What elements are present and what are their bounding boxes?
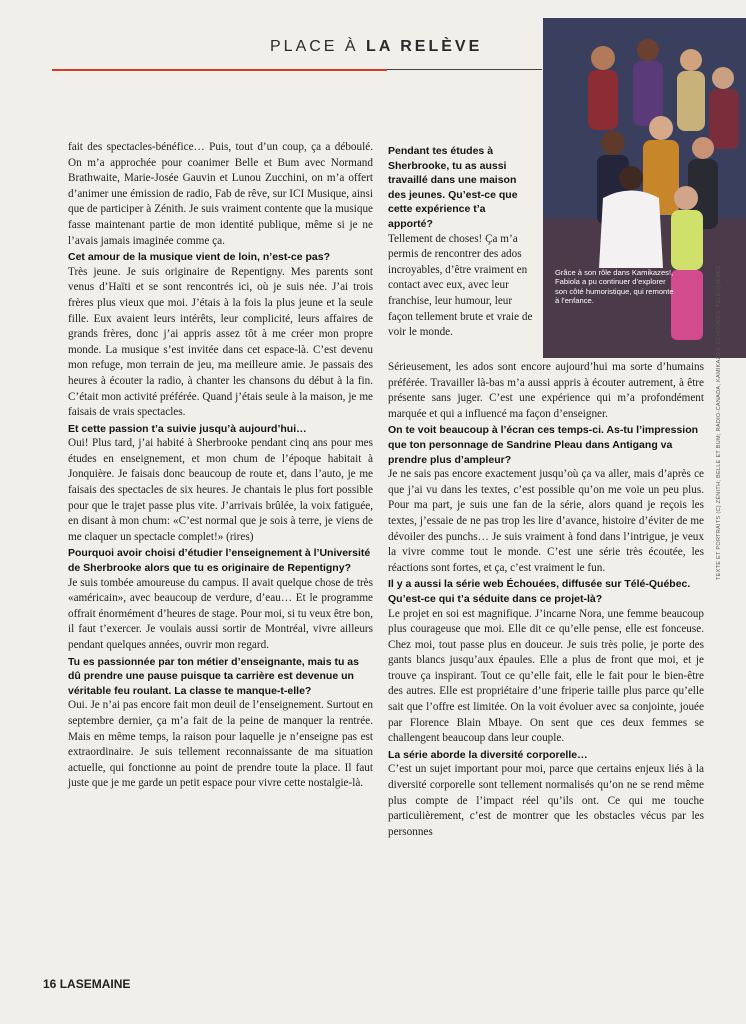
section-title: LA RELÈVE: [366, 38, 483, 55]
section-header: [270, 38, 482, 56]
interview-question: On te voit beaucoup à l’écran ces temps-ci. As-tu l’impression que ton personnage de Sandrine Pleau dans Antigang va prendre plus d’ampleur?: [388, 424, 699, 466]
body-paragraph: Je ne sais pas encore exactement jusqu’où ça va aller, mais d’après ce que j’ai vu dans les textes, c’est possible qu’on me voie un peu plus. Pour ma part, je suis une fan de la série, alors quand je reçois les textes, j’essaie de ne pas trop les lire d’avance, histoire d’éviter de me dévoiler des punchs… Je suis vraiment à fond dans l’intrigue, je veux la vivre comme tout le monde. C’est une série très écoutée, les réactions sont fortes, et ça, c’est vraiment le fun.: [388, 468, 704, 574]
interview-question: Pendant tes études à Sherbrooke, tu as aussi travaillé dans une maison des jeunes. Qu’est-ce que cette expérience t’a apporté?: [388, 145, 518, 230]
interview-question: Et cette passion t’a suivie jusqu’à aujourd’hui…: [68, 422, 307, 435]
interview-question: Pourquoi avoir choisi d’étudier l’enseignement à l’Université de Sherbrooke alors que tu es originaire de Repentigny?: [68, 547, 371, 575]
page-number: 16: [43, 977, 57, 991]
section-prefix: PLACE À: [270, 38, 359, 55]
right-column: [388, 360, 704, 840]
body-paragraph: Sérieusement, les ados sont encore aujourd’hui ma sorte d’humains préférée. Travailler là-bas m’a aussi appris à écouter autrement, à être présente sans juger. C’est une expérience qui m’a profondément marquée et qui a influencé ma façon d’enseigner.: [388, 361, 704, 420]
body-paragraph: Oui! Plus tard, j’ai habité à Sherbrooke pendant cinq ans pour mes études en enseignement, et mon chum de l’époque habitait à Jonquière. Je faisais donc beaucoup de route et, dans l’auto, je me faisais des spectacles de six heures. Je chantais le plus fort possible pour que le trajet passe plus vite. J’arrivais brûlée, la voix fatiguée, en disant à mon chum: «C’est normal que je sois à terre, je viens de me claquer un spectacle complet!» (rires): [68, 437, 373, 543]
body-paragraph: Tellement de choses! Ça m’a permis de rencontrer des ados incroyables, d’être vraiment en contact avec eux, avec leur franchise, leur humour, leur façon tellement brute et vraie de voir le monde.: [388, 232, 533, 339]
page-footer: [43, 977, 130, 991]
body-paragraph: Très jeune. Je suis originaire de Repentigny. Mes parents sont venus d’Haïti et se sont rencontrés ici, où je suis née. J’ai trois frères plus vieux que moi. J’étais à la fois la plus jeune et la seule fille. Eux avaient leurs intérêts, leur complicité, leurs affaires de grands frères, donc j’ai appris assez tôt à me créer mon propre monde. La musique s’est invitée dans cet espace-là. C’est devenu mon refuge, mon terrain de jeu, ma meilleure amie. Je passais des heures à écouter la radio, à chanter les chansons du début à la fin. C’était mon activité préférée. Quand j’étais seule à la maison, je me faisais de vrais spectacles.: [68, 265, 373, 419]
interview-question: Tu es passionnée par ton métier d’enseignante, mais tu as dû prendre une pause puisque ta carrière est devenue un véritable feu roulant. La classe te manque-t-elle?: [68, 655, 359, 697]
body-paragraph: Le projet en soi est magnifique. J’incarne Nora, une femme beaucoup plus courageuse que moi. Elle dit ce qu’elle pense, elle est fonceuse. Chez moi, tout passe plus en douceur. Je suis très polie, je porte des gants blancs jusqu’aux épaules. Elle a plus de front que moi, et je trouve ça inspirant. Tout ce qu’elle fait, elle le fait pour le bien-être des autres. Elle est propriétaire d’une friperie taille plus parce qu’elle sait que l’offre est limitée. On la voit évoluer avec sa conjointe, jouée par Florence Blain Mbaye. On sent que ces deux femmes se challengent beaucoup dans leur couple.: [388, 607, 704, 745]
photo-credit: TEXTE ET PORTRAITS (C) ZÉNITH; BELLE ET BUM; RADIO-CANADA; KAMIKAZES; ÉCHOUÉES: TÉLÉ-QUÉBEC: [716, 265, 722, 580]
body-paragraph: Je suis tombée amoureuse du campus. Il avait quelque chose de très «américain», avec beaucoup de verdure, d’eau… Et le programme offrait énormément d’heures de stage. Pour moi, si tu veux être bon, il faut t’exercer. Je voulais aussi sortir de Montréal, vivre ailleurs pendant quelques années, ouvrir mon regard.: [68, 576, 373, 651]
magazine-name: LASEMAINE: [59, 977, 131, 991]
right-column-top: [388, 143, 533, 341]
interview-question: La série aborde la diversité corporelle…: [388, 748, 588, 761]
interview-question: Il y a aussi la série web Échouées, diffusée sur Télé-Québec. Qu’est-ce qui t’a séduite dans ce projet-là?: [388, 578, 691, 605]
left-column: [68, 140, 373, 792]
header-rule-red: [52, 69, 387, 71]
header-rule-dark: [387, 69, 542, 70]
body-paragraph: fait des spectacles-bénéfice… Puis, tout d’un coup, ça a déboulé. On m’a approchée pour coanimer Belle et Bum avec Normand Brathwaite, Marie-Josée Gauvin et Lunou Zucchini, on m’a offert d’animer une émission de radio, Fab de rêve, sur ICI Musique, ainsi que de participer à Zénith. Je suis vraiment contente que la musique fasse maintenant partie de mon identité publique, même si je ne l’avais jamais imaginée comme ça.: [68, 141, 373, 247]
interview-question: Cet amour de la musique vient de loin, n’est-ce pas?: [68, 251, 330, 264]
body-paragraph: Oui. Je n’ai pas encore fait mon deuil de l’enseignement. Surtout en septembre dernier, ça m’a fait de la peine de manquer la rentrée. Mais en même temps, la raison pour laquelle je n’enseigne pas est extraordinaire. Je suis tellement reconnaissante de ma situation actuelle, qui fonctionne au point de prendre toute la place. Il faut juste que je me garde un petit espace pour vivre cette nostalgie-là.: [68, 699, 373, 790]
photo-caption: Grâce à son rôle dans Kamikazes!, Fabiola a pu continuer d’explorer son côté humoristique, qui remonte à l’enfance.: [555, 268, 674, 306]
body-paragraph: C’est un sujet important pour moi, parce que certains enjeux liés à la diversité corporelle sont tellement normalisés qu’on ne se rend même plus compte de l’impact réel qu’ils ont. Ce qui me touche particulièrement, c’est de montrer que les obstacles vécus par les personnes: [388, 763, 704, 838]
